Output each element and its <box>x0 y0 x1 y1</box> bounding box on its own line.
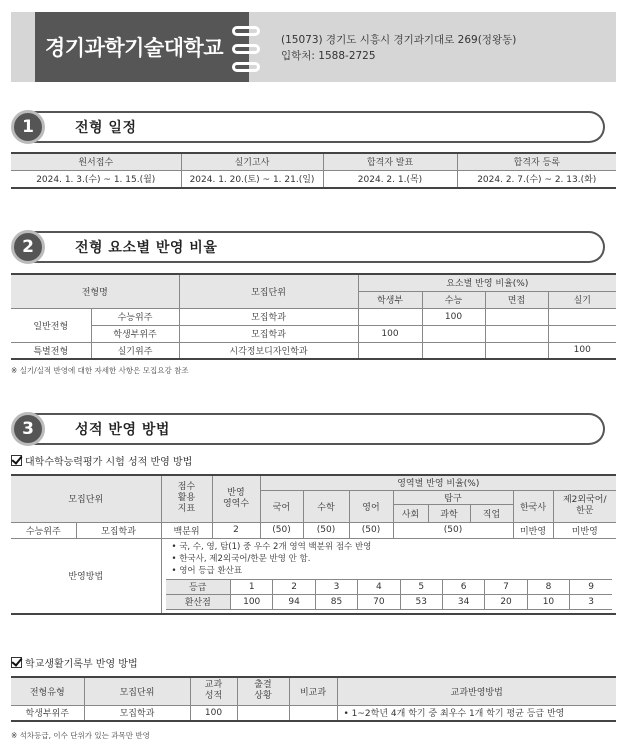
csat-heading <box>11 453 192 468</box>
row-count: 2 <box>212 522 260 538</box>
ratio-cell <box>485 325 548 342</box>
csat-heading-text: 대학수학능력평가 시험 성적 반영 방법 <box>25 457 193 468</box>
header-subject: 탐구 <box>393 490 513 504</box>
address: (15073) 경기도 시흥시 경기과기대로 269(정왕동) <box>281 34 517 46</box>
unit: 시각정보디자인학과 <box>179 342 358 359</box>
method-bullets <box>166 541 613 577</box>
header-inquiry: 직업 <box>470 504 513 522</box>
ratio-cell <box>485 342 548 359</box>
header-inquiry: 과학 <box>428 504 470 522</box>
method-content <box>161 538 616 614</box>
ratio-cell: 100 <box>548 342 616 359</box>
schedule-header: 실기고사 <box>181 153 323 170</box>
section-2-heading <box>11 230 616 264</box>
header-subject: 국어 <box>260 490 303 522</box>
ratio-cell <box>548 325 616 342</box>
grade: 7 <box>485 579 527 594</box>
rec-header: 출결 상황 <box>237 677 289 705</box>
title-box <box>35 12 249 82</box>
method-bullet: • 영어 등급 환산표 <box>172 565 613 577</box>
ratio-cell: 100 <box>358 325 422 342</box>
header-col: 수능 <box>422 291 485 308</box>
header-subject: 제2외국어/ 한문 <box>553 490 616 522</box>
header-inquiry: 사회 <box>393 504 428 522</box>
rec-attendance <box>237 705 289 721</box>
rec-header: 교과 성적 <box>190 677 237 705</box>
header-subject: 영어 <box>349 490 393 522</box>
grade: 3 <box>315 579 357 594</box>
ratio-cell <box>548 308 616 325</box>
row-math: (50) <box>303 522 349 538</box>
header-index: 점수 활용 지표 <box>161 475 212 522</box>
grade: 1 <box>231 579 273 594</box>
phone: 입학처: 1588-2725 <box>281 50 376 62</box>
score: 20 <box>485 594 527 609</box>
university-name: 경기과학기술대학교 <box>45 36 224 60</box>
rec-method: • 1~2학년 4개 학기 중 최우수 1개 학기 평균 등급 반영 <box>337 705 616 721</box>
method-label: 반영방법 <box>11 538 161 614</box>
sub-type: 수능위주 <box>91 308 179 325</box>
header-area-ratio: 영역별 반영 비율(%) <box>260 475 616 490</box>
unit: 모집학과 <box>179 308 358 325</box>
header-unit: 모집단위 <box>179 274 358 308</box>
score: 100 <box>231 594 273 609</box>
score: 70 <box>358 594 400 609</box>
record-heading-text: 학교생활기록부 반영 방법 <box>25 659 138 670</box>
checkbox-icon <box>11 455 22 466</box>
header-col: 면접 <box>485 291 548 308</box>
ratio-cell <box>485 308 548 325</box>
ratio-cell: 100 <box>422 308 485 325</box>
schedule-header: 합격자 발표 <box>323 153 457 170</box>
header-unit: 모집단위 <box>11 475 161 522</box>
section-title: 전형 요소별 반영 비율 <box>75 240 218 256</box>
binder-rings-icon <box>224 22 270 74</box>
schedule-value: 2024. 2. 1.(목) <box>323 170 457 188</box>
section-3-heading <box>11 412 616 446</box>
method-bullet: • 한국사, 제2외국어/한문 반영 안 함. <box>172 553 613 565</box>
rec-extra <box>289 705 337 721</box>
page-header <box>11 12 616 82</box>
section-number: 2 <box>11 230 45 264</box>
section-number: 1 <box>11 110 45 144</box>
schedule-table <box>11 152 616 189</box>
grade: 4 <box>358 579 400 594</box>
english-grade-table <box>166 579 613 610</box>
row-inquiry: (50) <box>393 522 513 538</box>
header-col: 실기 <box>548 291 616 308</box>
ratio-cell <box>358 342 422 359</box>
row-unit: 모집학과 <box>76 522 161 538</box>
record-heading <box>11 655 138 670</box>
sub-type: 학생부위주 <box>91 325 179 342</box>
section-number: 3 <box>11 412 45 446</box>
schedule-header: 원서접수 <box>11 153 181 170</box>
record-note: ※ 석차등급, 이수 단위가 있는 과목만 반영 <box>11 731 150 740</box>
rec-header: 교과반영방법 <box>337 677 616 705</box>
header-type: 전형명 <box>11 274 179 308</box>
ratio-cell <box>422 325 485 342</box>
row-foreign: 미반영 <box>553 522 616 538</box>
schedule-header: 합격자 등록 <box>457 153 616 170</box>
type-general: 일반전형 <box>11 308 91 342</box>
section-1-heading <box>11 110 616 144</box>
grade: 9 <box>570 579 612 594</box>
rec-grades: 100 <box>190 705 237 721</box>
grade: 5 <box>400 579 442 594</box>
ratio-cell <box>422 342 485 359</box>
score-label: 환산점 <box>166 594 231 609</box>
rec-header: 모집단위 <box>84 677 190 705</box>
grade: 2 <box>273 579 315 594</box>
header-subject: 한국사 <box>513 490 553 522</box>
rec-type: 학생부위주 <box>11 705 84 721</box>
section-title: 전형 일정 <box>75 120 137 136</box>
grade: 8 <box>527 579 569 594</box>
ratio-note: ※ 실기/실적 반영에 대한 자세한 사항은 모집요강 참조 <box>11 366 189 375</box>
score: 3 <box>570 594 612 609</box>
score: 34 <box>442 594 484 609</box>
header-count: 반영 영역수 <box>212 475 260 522</box>
row-english: (50) <box>349 522 393 538</box>
score: 10 <box>527 594 569 609</box>
ratio-table <box>11 273 616 360</box>
contact-info <box>281 32 516 64</box>
record-table <box>11 676 616 722</box>
method-bullet: • 국, 수, 영, 탐(1) 중 우수 2개 영역 백분위 점수 반영 <box>172 541 613 553</box>
schedule-value: 2024. 1. 3.(수) ~ 1. 15.(월) <box>11 170 181 188</box>
csat-table <box>11 474 616 615</box>
grade: 6 <box>442 579 484 594</box>
row-korean: (50) <box>260 522 303 538</box>
schedule-value: 2024. 2. 7.(수) ~ 2. 13.(화) <box>457 170 616 188</box>
header-ratio: 요소별 반영 비율(%) <box>358 274 616 291</box>
sub-type: 실기위주 <box>91 342 179 359</box>
rec-header: 비교과 <box>289 677 337 705</box>
score: 85 <box>315 594 357 609</box>
rec-header: 전형유형 <box>11 677 84 705</box>
section-title: 성적 반영 방법 <box>75 422 170 438</box>
score: 94 <box>273 594 315 609</box>
score: 53 <box>400 594 442 609</box>
unit: 모집학과 <box>179 325 358 342</box>
row-history: 미반영 <box>513 522 553 538</box>
header-subject: 수학 <box>303 490 349 522</box>
row-index: 백분위 <box>161 522 212 538</box>
rec-unit: 모집학과 <box>84 705 190 721</box>
checkbox-icon <box>11 657 22 668</box>
type-special: 특별전형 <box>11 342 91 359</box>
grade-label: 등급 <box>166 579 231 594</box>
header-col: 학생부 <box>358 291 422 308</box>
row-type: 수능위주 <box>11 522 76 538</box>
ratio-cell <box>358 308 422 325</box>
schedule-value: 2024. 1. 20.(토) ~ 1. 21.(일) <box>181 170 323 188</box>
